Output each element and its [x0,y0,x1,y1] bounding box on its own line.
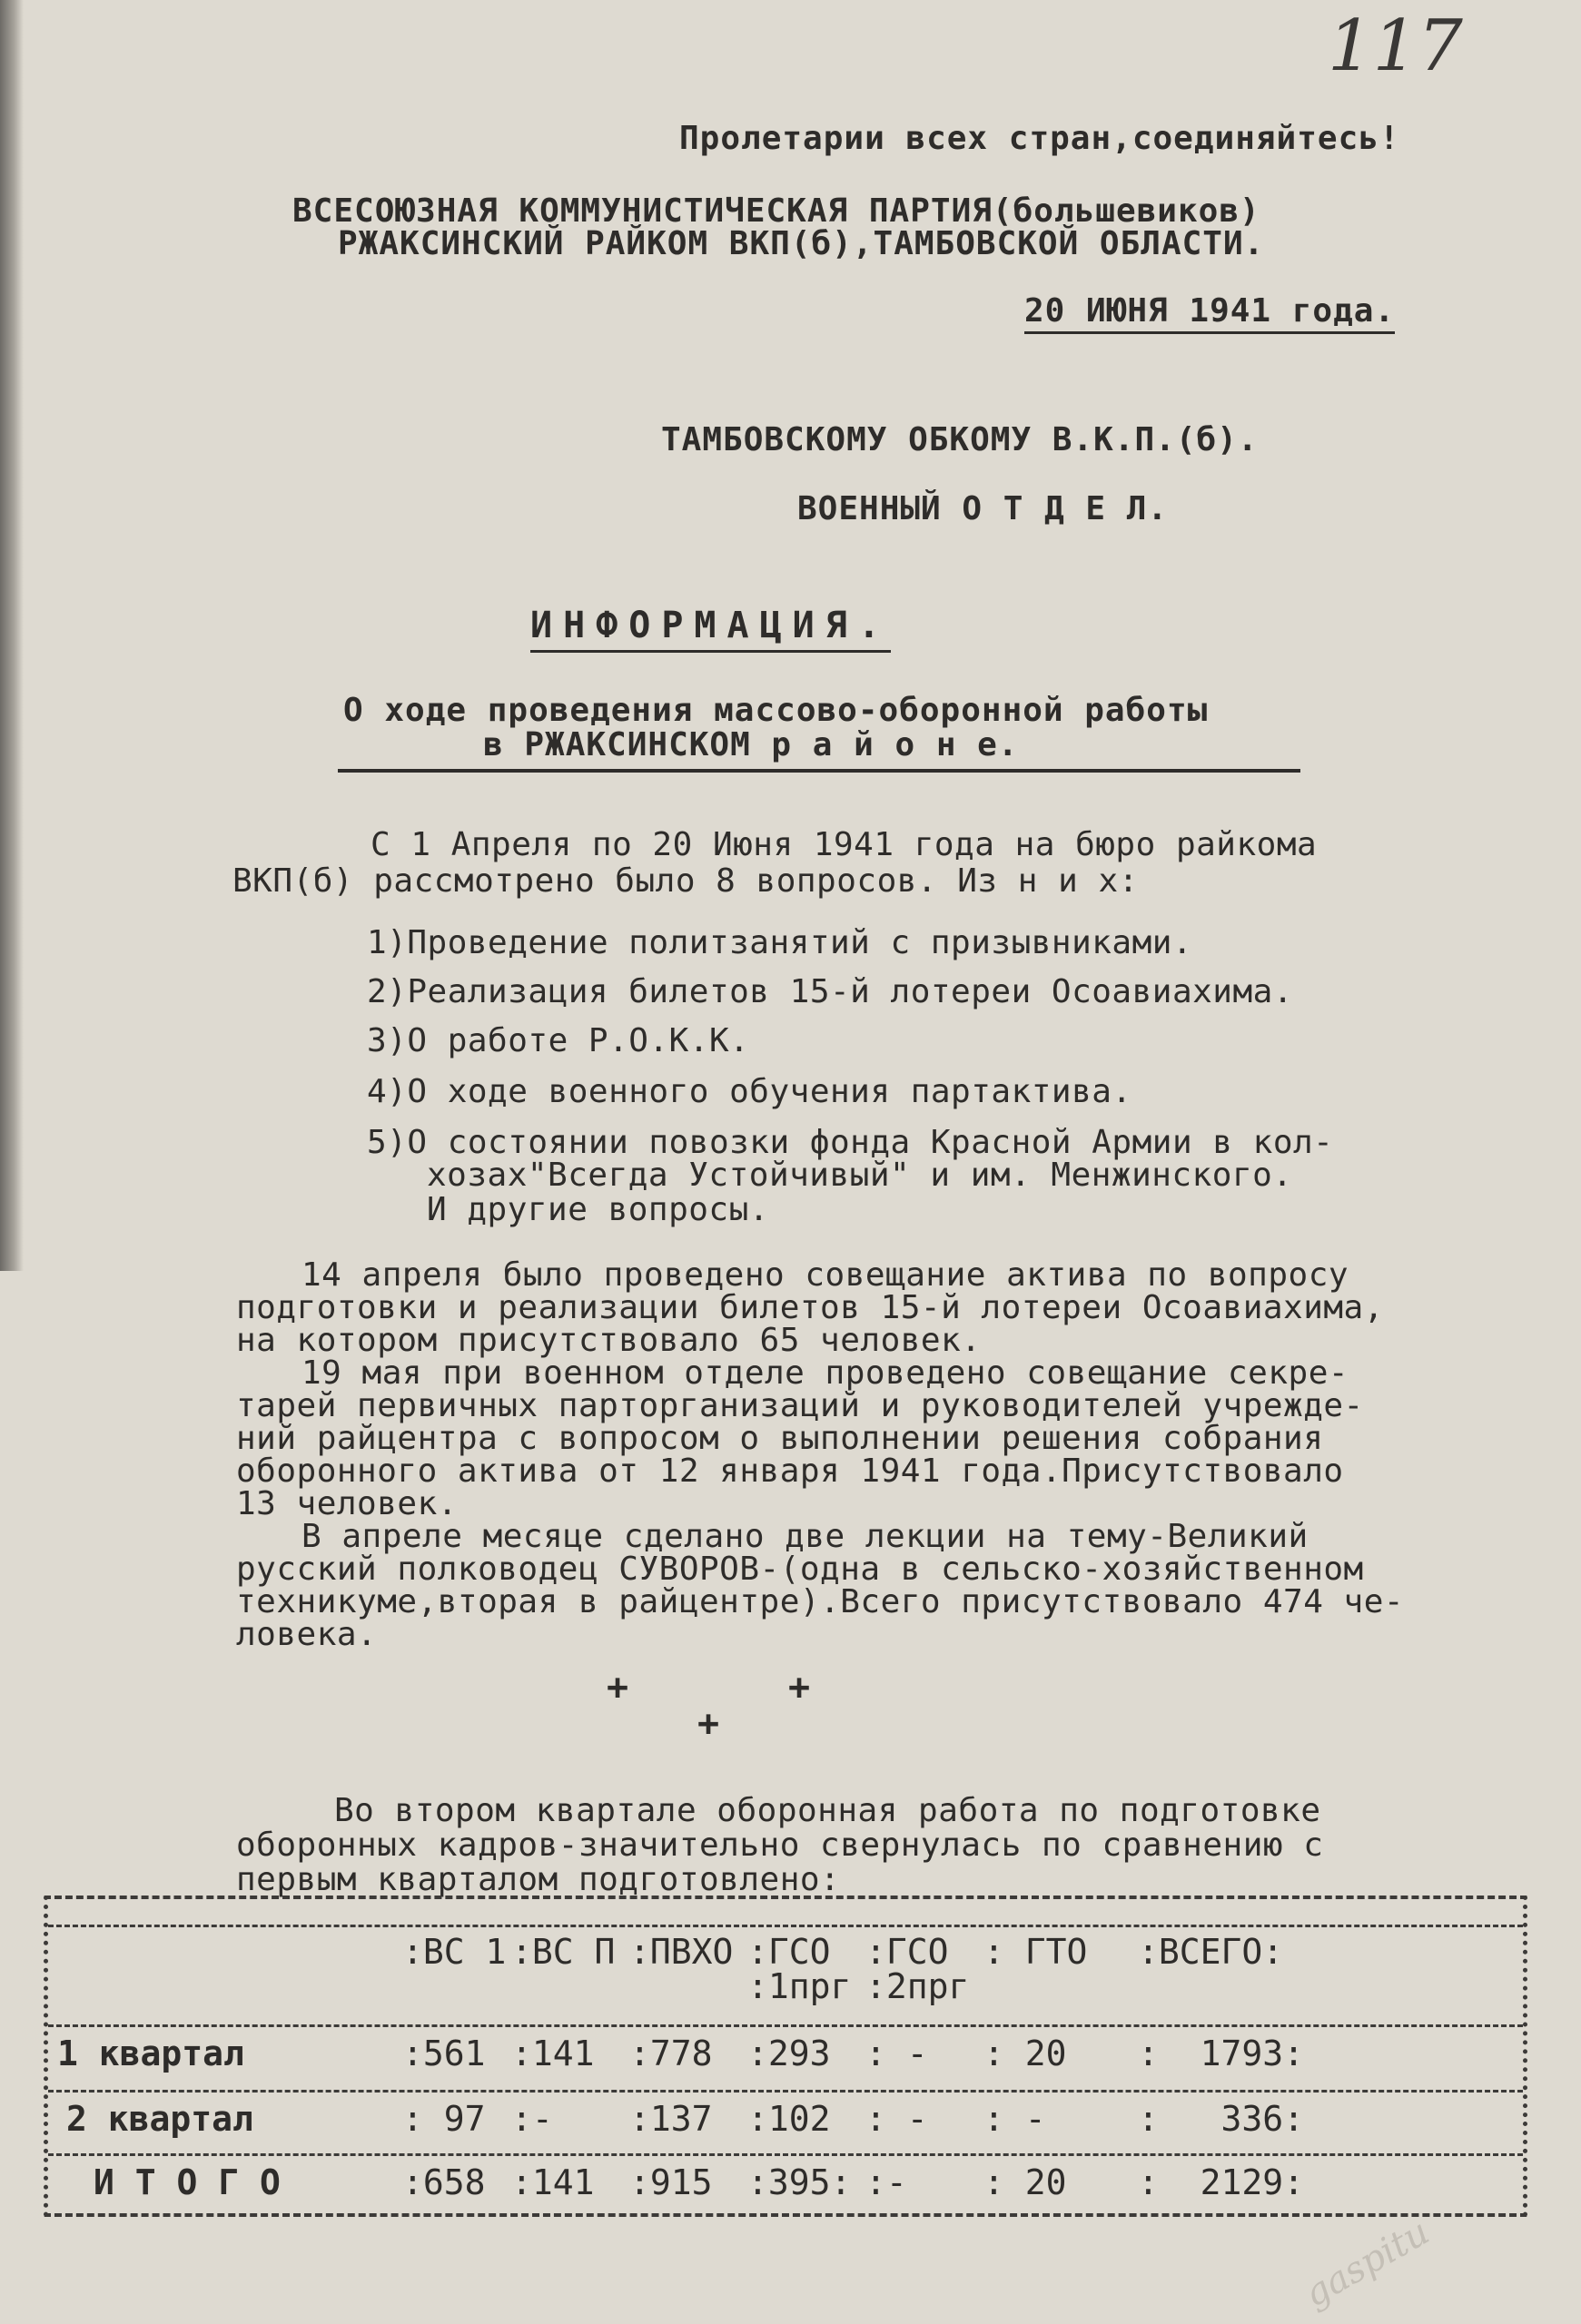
table-cell: :137 [629,2099,713,2139]
page-edge-shadow [0,0,24,1271]
table-cell: :141 [511,2034,595,2073]
header-vs1: :ВС 1 [402,1932,507,1972]
table-cell: :658 [402,2162,486,2202]
intro-line-2: ВКП(б) рассмотрено было 8 вопросов. Из н и х: [232,862,1139,900]
header-gso2: :ГСО [865,1932,949,1972]
header-gso1: :ГСО [747,1932,831,1972]
paragraph-line: подготовки и реализации билетов 15-й лотереи Осоавиахима, [236,1289,1384,1326]
quarter-text-line: оборонных кадров-значительно свернулась по сравнению с [236,1827,1324,1864]
table-cell: : - [983,2099,1046,2139]
table-cell: :561 [402,2034,486,2073]
table-cell: : 1793: [1138,2034,1305,2073]
table-cell: :395: [747,2162,852,2202]
paragraph-line: ловека. [236,1616,378,1653]
table-cell: : 20 [983,2162,1067,2202]
table-cell: :102 [747,2099,831,2139]
training-table [44,1896,1527,2217]
quarter-text-line: первым кварталом подготовлено: [236,1861,841,1898]
list-item: 4)О ходе военного обучения партактива. [367,1073,1132,1110]
table-cell: : 97 [402,2099,486,2139]
table-cell: :141 [511,2162,595,2202]
row-label: И Т О Г О [94,2162,281,2202]
table-rule [48,2153,1523,2156]
table-cell: : 336: [1138,2099,1305,2139]
paragraph-line: 19 мая при военном отделе проведено совещание секре- [301,1354,1349,1392]
paragraph-line: тарей первичных парторганизаций и руководителей учрежде- [236,1387,1364,1424]
list-item: 1)Проведение политзанятий с призывниками. [367,924,1193,961]
table-rule [48,2024,1523,2027]
table-rule [48,1925,1523,1927]
paragraph-line: В апреле месяце сделано две лекции на тему-Великий [301,1518,1309,1555]
row-label: 2 квартал [66,2099,253,2139]
table-cell: : 20 [983,2034,1067,2073]
table-cell: :778 [629,2034,713,2073]
header-total: :ВСЕГО: [1138,1932,1284,1972]
table-cell: : - [865,2099,928,2139]
addressee-line-1: ТАМБОВСКОМУ ОБКОМУ В.К.П.(б). [661,421,1259,458]
plus-mark: + [788,1667,811,1709]
plus-mark: + [607,1667,629,1709]
list-item: 2)Реализация билетов 15-й лотереи Осоавиахима. [367,973,1293,1010]
plus-mark: + [697,1703,720,1745]
table-cell: :293 [747,2034,831,2073]
addressee-line-2: ВОЕННЫЙ О Т Д Е Л. [797,490,1169,527]
table-cell: : 2129: [1138,2162,1305,2202]
paragraph-line: ний райцентра с вопросом о выполнении решения собрания [236,1420,1324,1457]
table-cell: :- [511,2099,553,2139]
header-gto: : ГТО [983,1932,1088,1972]
list-item: хозах"Всегда Устойчивый" и им. Менжинского. [427,1157,1293,1194]
organization-line-1: ВСЕСОЮЗНАЯ КОММУНИСТИЧЕСКАЯ ПАРТИЯ(большевиков) [292,192,1260,230]
header-gso1-sub: :1прг [747,1966,852,2006]
paragraph-line: на котором присутствовало 65 человек. [236,1322,982,1359]
table-cell: :- [865,2162,907,2202]
table-rule [48,2090,1523,2093]
watermark: gaspitu [1297,2211,1437,2316]
paragraph-line: 14 апреля было проведено совещание актива по вопросу [301,1256,1349,1294]
row-label: 1 квартал [57,2034,244,2073]
table-cell: :915 [629,2162,713,2202]
paragraph-line: русский полководец СУВОРОВ-(одна в сельско-хозяйственном [236,1551,1364,1588]
quarter-text-line: Во втором квартале оборонная работа по подготовке [334,1792,1321,1829]
page-number-handwritten: 117 [1328,5,1463,87]
header-vs2: :ВС П [511,1932,616,1972]
organization-line-2: РЖАКСИНСКИЙ РАЙКОМ ВКП(б),ТАМБОВСКОЙ ОБЛАСТИ. [338,225,1265,262]
list-item: 3)О работе Р.О.К.К. [367,1022,750,1059]
header-pvho: :ПВХО [629,1932,734,1972]
paragraph-line: оборонного актива от 12 января 1941 года.Присутствовало [236,1452,1344,1490]
slogan: Пролетарии всех стран,соединяйтесь! [679,120,1400,157]
paragraph-line: техникуме,вторая в райцентре).Всего присутствовало 474 че- [236,1583,1405,1620]
list-item: 5)О состоянии повозки фонда Красной Армии в кол- [367,1124,1334,1161]
intro-line-1: С 1 Апреля по 20 Июня 1941 года на бюро райкома [371,826,1318,863]
header-gso2-sub: :2прг [865,1966,970,2006]
table-cell: : - [865,2034,928,2073]
document-date: 20 ИЮНЯ 1941 года. [1024,292,1395,334]
subtitle-line-1: О ходе проведения массово-оборонной работы [343,692,1209,729]
paragraph-line: 13 человек. [236,1485,458,1522]
subtitle-line-2: в РЖАКСИНСКОМ р а й о н е. [338,726,1300,773]
document-title: ИНФОРМАЦИЯ. [530,605,891,653]
list-item: И другие вопросы. [427,1191,769,1228]
